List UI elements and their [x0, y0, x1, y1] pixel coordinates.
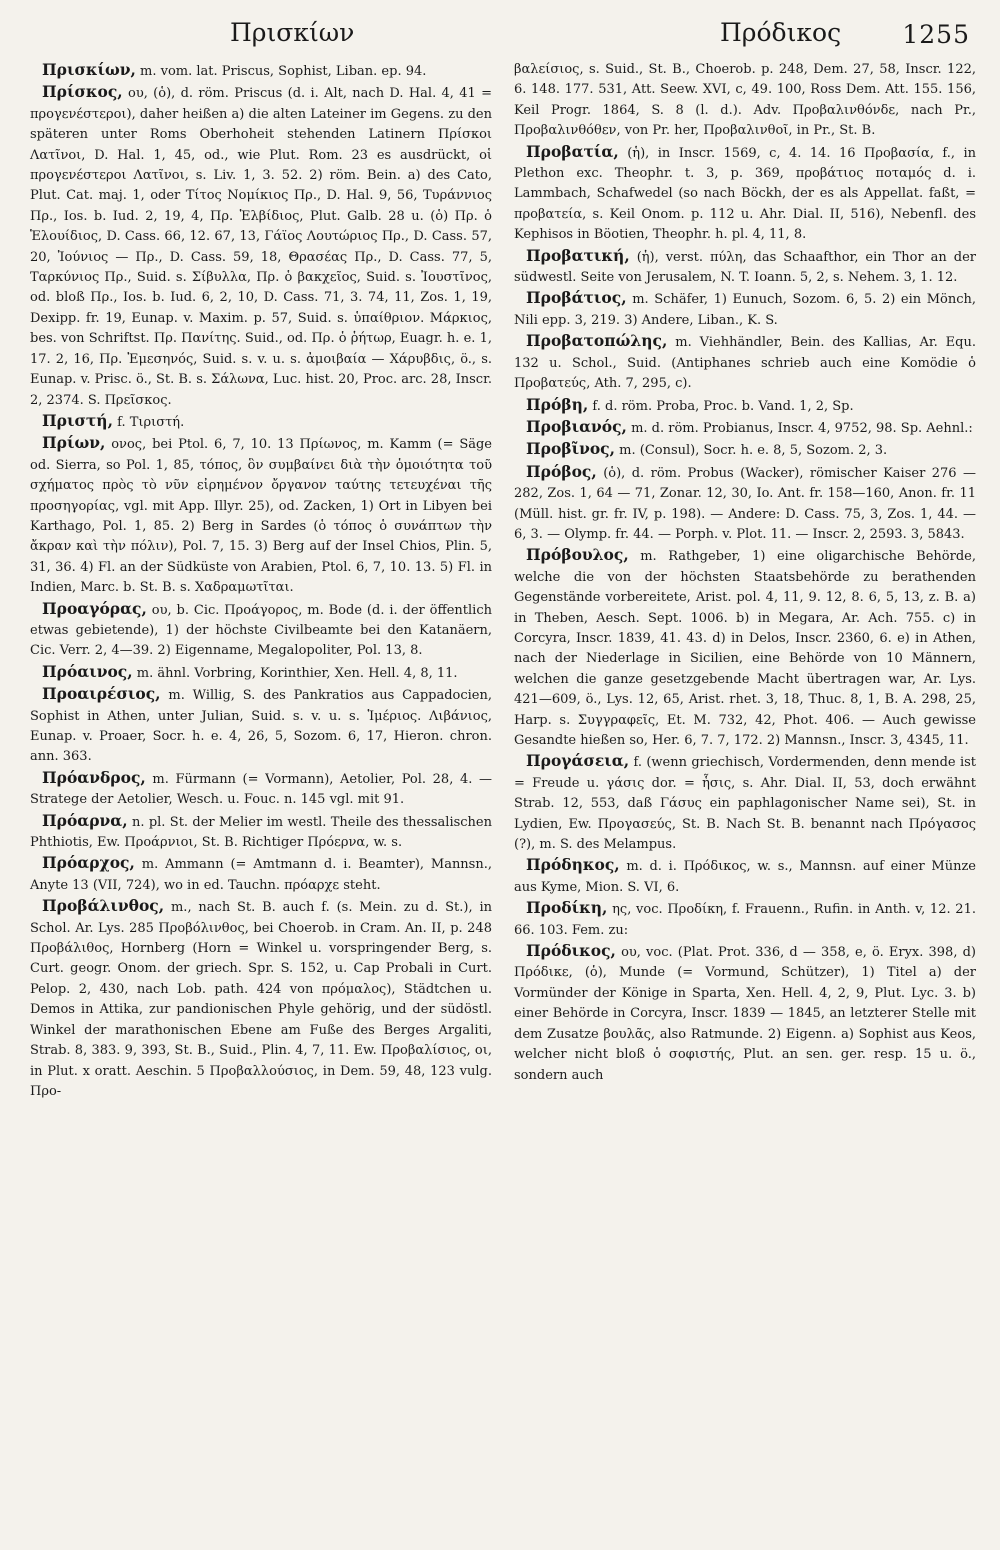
dictionary-entry — [514, 941, 976, 1086]
entry-headword: Πρόαρνα, — [42, 810, 128, 830]
entry-headword: Προβατοπώλης, — [526, 331, 668, 351]
entry-text: ου, voc. (Plat. Prot. 336, d — 358, e, ö. Eryx. 398, d) Πρόδικε, (ὁ), Munde (= Vormund, Schützer), 1) Titel a) der Vormünder der Könige in Sparta, Xen. Hell. 4, 2, 9, Plut. Lyc. 3. b) einer Behörde in Corcyra, Inscr. 1839 — 1845, an letzterer Stelle mit dem Zusatze βουλᾶς, also Ratmunde. 2) Eigenn. a) Sophist aus Keos, welcher nicht bloß ὁ σοφιστής, Plut. an sen. ger. resp. 15 u. ö., sondern auch — [514, 945, 976, 1083]
left-column — [30, 60, 492, 1102]
entry-headword: Πρόαινος, — [42, 661, 133, 681]
entry-headword: Προβάτιος, — [526, 288, 627, 308]
header-left-catchword: Πρισκίων — [230, 18, 355, 47]
entry-headword: Πρισκίων, — [42, 60, 136, 79]
entry-text: f. Τιριστή. — [117, 414, 185, 430]
entry-headword: Προγάσεια, — [526, 751, 630, 771]
entry-headword: Προαγόρας, — [42, 598, 147, 618]
dictionary-entry — [514, 751, 976, 855]
dictionary-entry — [514, 331, 976, 394]
dictionary-entry — [30, 60, 492, 82]
entry-text: m. Schäfer, 1) Eunuch, Sozom. 6, 5. 2) ein Mönch, Nili epp. 3, 219. 3) Andere, Liban., K. S. — [514, 292, 976, 328]
entry-headword: Πρόαρχος, — [42, 853, 135, 873]
entry-headword: Προαιρέσιος, — [42, 684, 161, 704]
entry-text: (ἡ), verst. πύλη, das Schaafthor, ein Thor an der südwestl. Seite von Jerusalem, N. T. Ioann. 5, 2, s. Nehem. 3, 1. 12. — [514, 249, 976, 286]
entry-text: m. Rathgeber, 1) eine oligarchische Behörde, welche die von der höchsten Staatsbehörde zu berathenden Gegenstände vorbereitete, Arist. pol. 4, 11, 9. 12, 8. 6, 5, 13, z. B. a) in Theben, Aesch. Sept. 1006. b) in Megara, Ar. Ach. 755. c) in Corcyra, Inscr. 1839, 41. 43. d) in Delos, Inscr. 2360, 6. e) in Athen, nach der Niederlage in Sicilien, eine Behörde von 10 Männern, welchen die ganze gesetzgebende Macht übertragen war, Ar. Lys. 421—609, ö., Lys. 12, 65, Arist. rhet. 3, 18, Thuc. 8, 1, B. A. 298, 25, Harp. s. Συγγραφεῖς, Et. M. 732, 42, Phot. 406. — Auch gewisse Gesandte hießen so, Her. 6, 7. 7, 172. 2) Mannsn., Inscr. 3, 4345, 11. — [514, 549, 976, 748]
page-header — [30, 8, 976, 60]
entry-text: m. Viehhändler, Bein. des Kallias, Ar. Equ. 132 u. Schol., Suid. (Antiphanes schrieb auch eine Komödie ὁ Προβατεύς, Ath. 7, 295, c). — [514, 335, 976, 392]
dictionary-entry — [514, 60, 976, 142]
entry-text: (ὁ), d. röm. Probus (Wacker), römischer Kaiser 276 — 282, Zos. 1, 64 — 71, Zonar. 12, 30, Io. Ant. fr. 158—160, Anon. fr. 11 (Müll. hist. gr. fr. IV, p. 198). — Andere: D. Cass. 75, 3, Zos. 1, 44. — 6, 3. — Olymp. fr. 44. — Porph. v. Plot. 11. — Inscr. 2, 2593. 3, 5843. — [514, 465, 976, 542]
entry-headword: Πρόβουλος, — [526, 545, 629, 565]
dictionary-entry — [30, 896, 492, 1102]
entry-text: ης, voc. Προδίκη, f. Frauenn., Rufin. in Anth. v, 12. 21. 66. 103. Fem. zu: — [514, 902, 976, 938]
dictionary-entry — [30, 684, 492, 768]
dictionary-entry — [30, 411, 492, 433]
entry-text: m. Fürmann (= Vormann), Aetolier, Pol. 28, 4. — Stratege der Aetolier, Wesch. u. Fouc. n. 145 vgl. mit 91. — [30, 771, 492, 808]
dictionary-entry — [514, 462, 976, 546]
dictionary-entry — [30, 82, 492, 411]
entry-headword: Πρίσκος, — [42, 82, 123, 102]
entry-text: ου, (ὁ), d. röm. Priscus (d. i. Alt, nach D. Hal. 4, 41 = προγενέστεροι), daher heißen a) die alten Lateiner im Gegens. zu den späteren unter Roms Oberhoheit stehenden Latinern Πρίσκοι Λατῖνοι, D. Hal. 1, 45, od., wie Plut. Rom. 23 es ausdrückt, οἱ προγενέστεροι Λατῖνοι, s. Liv. 1, 3. 52. 2) röm. Bein. a) des Cato, Plut. Cat. maj. 1, oder Τίτος Νομίκιος Πρ., D. Hal. 9, 56, Τυράννιος Πρ., Ios. b. Iud. 2, 19, 4, Πρ. Ἑλβίδιος, Plut. Galb. 28 u. (ὁ) Πρ. ὁ Ἑλουίδιος, D. Cass. 66, 12. 67, 13, Γάϊος Λουτώριος Πρ., D. Cass. 57, 20, Ἰούνιος — Πρ., D. Cass. 59, 18, Θρασέας Πρ., D. Cass. 77, 5, Ταρκύνιος Πρ., Suid. s. Σίβυλλα, Πρ. ὁ βακχεῖος, Suid. s. Ἰουστῖνος, od. bloß Πρ., Ios. b. Iud. 6, 2, 10, D. Cass. 71, 3. 74, 11, Zos. 1, 19, Dexipp. fr. 19, Eunap. v. Maxim. p. 57, Suid. s. ὑπαίθριον. Μάρκιος, bes. von Schriftst. Πρ. Πανίτης. Suid., od. Πρ. ὁ ῥήτωρ, Euagr. h. e. 1, 17. 2, 16, Πρ. Ἐμεσηνός, Suid. s. v. u. s. ἀμοιβαία — Χάρυβδις, ö., s. Eunap. v. Prisc. ö., St. B. s. Σάλωνα, Luc. hist. 20, Proc. arc. 28, Inscr. 2, 2374. S. Πρεῖσκος. — [30, 86, 492, 408]
dictionary-entry — [514, 898, 976, 941]
entry-headword: Πρόβος, — [526, 461, 597, 481]
dictionary-entry — [30, 599, 492, 662]
entry-headword: Πρόβη, — [526, 394, 589, 414]
entry-text: m. vom. lat. Priscus, Sophist, Liban. ep. 94. — [140, 64, 427, 79]
entry-text: m. d. i. Πρόδικος, w. s., Mannsn. auf einer Münze aus Kyme, Mion. S. VI, 6. — [514, 859, 976, 895]
entry-headword: Πρίων, — [42, 433, 106, 453]
entry-text: m. Willig, S. des Pankratios aus Cappadocien, Sophist in Athen, unter Julian, Suid. s. v. u. s. Ἱμέριος. Λιβάνιος, Eunap. v. Proaer, Socr. h. e. 4, 26, 5, Sozom. 6, 17, Hieron. chron. ann. 363. — [30, 688, 492, 765]
dictionary-entry — [514, 439, 976, 461]
entry-headword: Προβῖνος, — [526, 439, 616, 459]
entry-headword: Προβατία, — [526, 141, 619, 161]
entry-headword: Προδίκη, — [526, 898, 608, 918]
dictionary-entry — [30, 662, 492, 684]
entry-text: m. d. röm. Probianus, Inscr. 4, 9752, 98. Sp. Aehnl.: — [631, 420, 973, 436]
entry-text: m., nach St. B. auch f. (s. Mein. zu d. St.), in Schol. Ar. Lys. 285 Προβόλινθος, bei Choerob. in Cram. An. II, p. 248 Προβάλιθος, Hornberg (Horn = Winkel u. vorspringender Berg, s. Curt. geogr. Onom. der griech. Spr. S. 152, u. Cap Probali in Curt. Pelop. 2, 430, nach Lob. path. 424 von πρόμαλος), Städtchen u. Demos in Attika, zur pandionischen Phyle gehörig, und der südöstl. Winkel der marathonischen Ebene am Fuße des Berges Argaliti, Strab. 8, 383. 9, 393, St. B., Suid., Plin. 4, 7, 11. Ew. Προβαλίσιος, οι, in Plut. x oratt. Aeschin. 5 Προβαλλούσιος, in Dem. 59, 48, 123 vulg. Προ- — [30, 900, 492, 1099]
entry-text: m. Ammann (= Amtmann d. i. Beamter), Mannsn., Anyte 13 (VII, 724), wo in ed. Tauchn. πρόαρχε steht. — [30, 857, 492, 893]
dictionary-entry — [30, 433, 492, 598]
dictionary-entry — [514, 545, 976, 751]
entry-headword: Πρόανδρος, — [42, 767, 146, 787]
entry-headword: Πρόδηκος, — [526, 855, 620, 875]
entry-text: f. (wenn griechisch, Vordermenden, denn mende ist = Freude u. γάσις dor. = ἧσις, s. Ahr. Dial. II, 53, doch erwähnt Strab. 12, 553, daß Γάσυς ein paphlagonischer Name sei), St. in Lydien, Ew. Προγασεύς, St. B. Nach St. B. benannt nach Πρόγασος (?), m. S. des Melampus. — [514, 755, 976, 853]
dictionary-entry — [514, 395, 976, 417]
entry-headword: Πρόδικος, — [526, 941, 616, 961]
entry-text: βαλείσιος, s. Suid., St. B., Choerob. p. 248, Dem. 27, 58, Inscr. 122, 6. 148. 177. 531, Att. Seew. XVI, c, 49. 100, Ross Dem. Att. 155. 156, Keil Progr. 1864, S. 8 (l. d.). Adv. Προβαλινθόνδε, nach Pr., Προβαλινθόθεν, von Pr. her, Προβαλινθοῖ, in Pr., St. B. — [514, 62, 976, 139]
dictionary-entry — [30, 811, 492, 854]
dictionary-entry — [514, 417, 976, 439]
entry-text: m. ähnl. Vorbring, Korinthier, Xen. Hell. 4, 8, 11. — [136, 665, 458, 681]
entry-headword: Προβατική, — [526, 245, 630, 265]
dictionary-entry — [514, 288, 976, 331]
header-right-catchword: Πρόδικος — [720, 18, 842, 47]
dictionary-entry — [30, 768, 492, 811]
right-column — [514, 60, 976, 1102]
entry-text: m. (Consul), Socr. h. e. 8, 5, Sozom. 2, 3. — [619, 443, 888, 459]
entry-text: n. pl. St. der Melier im westl. Theile des thessalischen Phthiotis, Ew. Προάρνιοι, St. B. Richtiger Πρόερνα, w. s. — [30, 814, 492, 851]
entry-text: ονος, bei Ptol. 6, 7, 10. 13 Πρίωνος, m. Kamm (= Säge od. Sierra, so Pol. 1, 85, τόπος, ὃν συμβαίνει διὰ τὴν ὁμοιότητα τοῦ σχήματος πρὸς τὸ νῦν εἰρημένον ὄργανον ταύτης τετευχέναι τῆς προσηγορίας, vgl. mit App. Illyr. 25), od. Zacken, 1) Ort in Libyen bei Karthago, Pol. 1, 85. 2) Berg in Sardes (ὁ τόπος ὁ συνάπτων τὴν ἄκραν καὶ τὴν πόλιν), Pol. 7, 15. 3) Berg auf der Insel Chios, Plin. 5, 31, 36. 4) Fl. an der Südküste von Arabien, Ptol. 6, 7, 10. 13. 5) Fl. in Indien, Marc. b. St. B. s. Χαδραμωτῖται. — [30, 437, 492, 596]
entry-headword: Προβιανός, — [526, 416, 627, 436]
entry-text: f. d. röm. Proba, Proc. b. Vand. 1, 2, Sp. — [592, 398, 854, 414]
page-number: 1255 — [902, 20, 970, 49]
entry-text: (ἡ), in Inscr. 1569, c, 4. 14. 16 Προβασία, f., in Plethon exc. Theophr. t. 3, p. 369, προβάτιος ποταμός d. i. Lammbach, Schafwedel (so nach Böckh, der es als Appellat. faßt, = προβατεία, s. Keil Onom. p. 112 u. Ahr. Dial. II, 516), Nebenfl. des Kephisos in Böotien, Theophr. h. pl. 4, 11, 8. — [514, 145, 977, 243]
entry-headword: Προβάλινθος, — [42, 896, 165, 916]
dictionary-entry — [30, 853, 492, 896]
dictionary-entry — [514, 142, 976, 246]
text-columns — [30, 60, 976, 1102]
entry-text: ου, b. Cic. Προάγορος, m. Bode (d. i. der öffentlich etwas gebietende), 1) der höchste Civilbeamte bei den Katanäern, Cic. Verr. 2, 4—39. 2) Eigenname, Megalopoliter, Pol. 13, 8. — [30, 602, 492, 659]
entry-headword: Πριστή, — [42, 410, 113, 430]
dictionary-entry — [514, 246, 976, 289]
dictionary-entry — [514, 855, 976, 898]
